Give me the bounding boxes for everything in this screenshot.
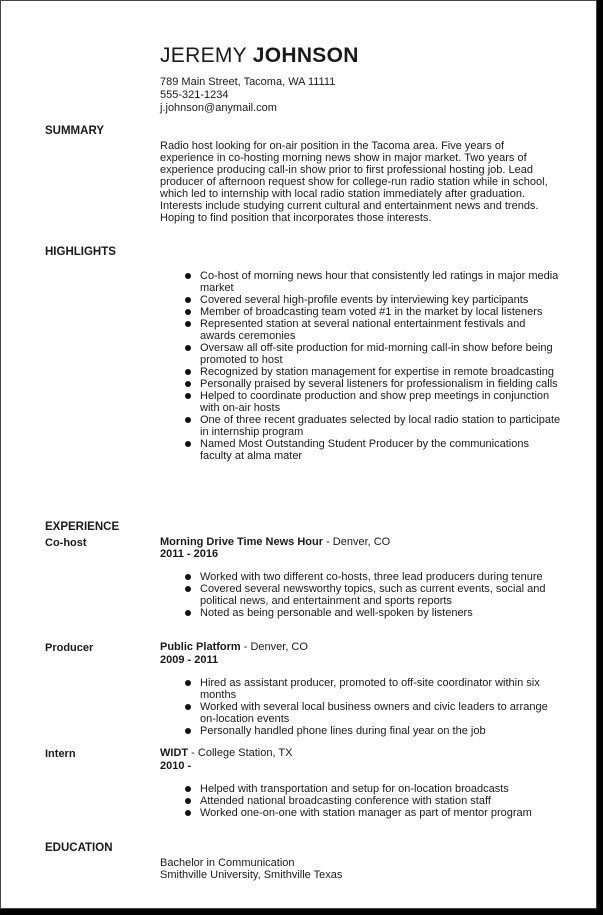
job-dates: 2011 - 2016 xyxy=(160,548,219,560)
summary-text: Radio host looking for on-air position in the Tacoma area. Five years of experience in co-hosting morning news show in major market. Two years of experience producing call-in show prior to first professional hosting job. Lead producer of afternoon request show for college-run radio station while in school, which led to internship with local radio station immediately after graduation. Interests include studying current cultural and entertainment news and trends. Hoping to find position that incorporates those interests. xyxy=(160,140,548,224)
last-name: JOHNSON xyxy=(252,44,359,67)
highlights-heading: HIGHLIGHTS xyxy=(45,246,116,258)
job-role: Producer xyxy=(45,642,94,654)
job-org: Public Platform xyxy=(160,641,241,653)
list-item: Noted as being personable and well-spoken by listeners xyxy=(200,607,562,619)
candidate-name xyxy=(160,44,359,68)
job-location: - Denver, CO xyxy=(240,641,308,653)
degree: Bachelor in Communication xyxy=(160,857,295,869)
education-details xyxy=(160,857,342,881)
list-item: Helped with transportation and setup for on-location broadcasts xyxy=(200,783,562,795)
list-item: Hired as assistant producer, promoted to off-site coordinator within six months xyxy=(200,677,562,701)
email: j.johnson@anymail.com xyxy=(160,102,277,114)
education-heading: EDUCATION xyxy=(45,842,113,854)
list-item: Co-host of morning news hour that consistently led ratings in major media market xyxy=(200,270,562,294)
phone: 555-321-1234 xyxy=(160,89,229,101)
list-item: Attended national broadcasting conference with station staff xyxy=(200,795,562,807)
list-item: Oversaw all off-site production for mid-morning call-in show before being promoted to host xyxy=(200,342,562,366)
job-location: - College Station, TX xyxy=(188,747,293,759)
job-title xyxy=(160,641,308,654)
job-bullets xyxy=(200,571,562,619)
list-item: Worked with several local business owners and civic leaders to arrange on-location events xyxy=(200,701,562,725)
job-dates: 2009 - 2011 xyxy=(160,654,219,666)
list-item: One of three recent graduates selected by local radio station to participate in internship program xyxy=(200,414,561,438)
list-item: Personally praised by several listeners for professionalism in fielding calls xyxy=(200,378,562,390)
job-org: Morning Drive Time News Hour xyxy=(160,536,323,548)
job-org: WIDT xyxy=(160,747,189,759)
list-item: Member of broadcasting team voted #1 in the market by local listeners xyxy=(200,306,562,318)
list-item: Recognized by station management for expertise in remote broadcasting xyxy=(200,366,562,378)
list-item: Helped to coordinate production and show prep meetings in conjunction with on-air hosts xyxy=(200,390,562,414)
experience-heading: EXPERIENCE xyxy=(45,521,120,533)
list-item: Covered several newsworthy topics, such as current events, social and political news, and entertainment and sports reports xyxy=(200,583,562,607)
job-role: Co-host xyxy=(45,537,87,549)
job-bullets xyxy=(200,677,562,737)
list-item: Worked with two different co-hosts, three lead producers during tenure xyxy=(200,571,562,583)
job-bullets xyxy=(200,783,562,819)
first-name: JEREMY xyxy=(160,44,247,67)
list-item: Covered several high-profile events by interviewing key participants xyxy=(200,294,562,306)
job-location: - Denver, CO xyxy=(323,536,391,548)
summary-heading: SUMMARY xyxy=(45,125,104,137)
list-item: Worked one-on-one with station manager as part of mentor program xyxy=(200,807,562,819)
address: 789 Main Street, Tacoma, WA 11111 xyxy=(160,76,336,88)
contact-info xyxy=(160,76,335,115)
school: Smithville University, Smithville Texas xyxy=(160,869,343,881)
highlights-list xyxy=(200,270,562,462)
job-role: Intern xyxy=(45,748,76,760)
list-item: Represented station at several national entertainment festivals and awards ceremonies xyxy=(200,318,562,342)
list-item: Personally handled phone lines during final year on the job xyxy=(200,725,562,737)
job-dates: 2010 - xyxy=(160,760,192,772)
job-title xyxy=(160,747,292,760)
list-item: Named Most Outstanding Student Producer by the communications faculty at alma mater xyxy=(200,438,562,462)
